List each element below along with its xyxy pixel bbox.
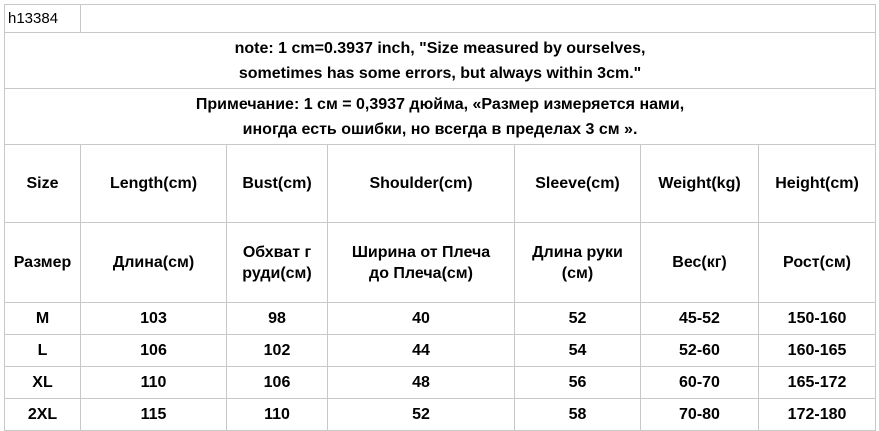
measurement-cell: 115: [81, 399, 227, 431]
header-en-cell: Shoulder(cm): [328, 145, 515, 223]
product-code-row: [5, 5, 876, 33]
measurement-cell: 102: [227, 335, 328, 367]
header-ru-cell: [641, 223, 759, 303]
note-en-cell: [5, 33, 876, 89]
measurement-cell: 56: [515, 367, 641, 399]
size-label-cell: 2XL: [5, 399, 81, 431]
header-ru-cell: [81, 223, 227, 303]
note-en-row: [5, 33, 876, 89]
note-ru-row: [5, 89, 876, 145]
header-ru-line: Обхват г: [242, 243, 312, 261]
header-ru-cell: [227, 223, 328, 303]
header-en-cell: Size: [5, 145, 81, 223]
measurement-cell: 52: [515, 303, 641, 335]
measurement-cell: 40: [328, 303, 515, 335]
measurement-cell: 52-60: [641, 335, 759, 367]
header-en-row: [5, 145, 876, 223]
header-en-cell: Length(cm): [81, 145, 227, 223]
size-row: [5, 367, 876, 399]
size-label-cell: XL: [5, 367, 81, 399]
header-en-cell: Height(cm): [759, 145, 876, 223]
measurement-cell: 150-160: [759, 303, 876, 335]
note-ru-line: иногда есть ошибки, но всегда в пределах 3 см ».: [242, 120, 638, 138]
empty-cell: [81, 5, 876, 33]
measurement-cell: 160-165: [759, 335, 876, 367]
header-en-cell: Weight(kg): [641, 145, 759, 223]
measurement-cell: 45-52: [641, 303, 759, 335]
size-row: [5, 399, 876, 431]
measurement-cell: 110: [81, 367, 227, 399]
measurement-cell: 106: [81, 335, 227, 367]
header-ru-line: руди(см): [242, 264, 312, 282]
header-ru-line: Длина руки: [532, 243, 623, 261]
size-row: [5, 335, 876, 367]
measurement-cell: 110: [227, 399, 328, 431]
measurement-cell: 60-70: [641, 367, 759, 399]
product-code-cell: h13384: [5, 5, 81, 33]
note-en-line: note: 1 cm=0.3937 inch, "Size measured by ourselves,: [234, 39, 646, 57]
header-ru-line: Вес(кг): [672, 254, 727, 271]
measurement-cell: 70-80: [641, 399, 759, 431]
size-label-cell: M: [5, 303, 81, 335]
note-ru-cell: [5, 89, 876, 145]
note-en-line: sometimes has some errors, but always within 3cm.": [238, 64, 642, 82]
header-ru-line: Рост(см): [783, 254, 852, 271]
measurement-cell: 172-180: [759, 399, 876, 431]
measurement-cell: 52: [328, 399, 515, 431]
measurement-cell: 48: [328, 367, 515, 399]
header-ru-row: [5, 223, 876, 303]
measurement-cell: 106: [227, 367, 328, 399]
header-en-cell: Bust(cm): [227, 145, 328, 223]
measurement-cell: 54: [515, 335, 641, 367]
measurement-cell: 165-172: [759, 367, 876, 399]
measurement-cell: 58: [515, 399, 641, 431]
measurement-cell: 103: [81, 303, 227, 335]
size-chart-sheet: [4, 4, 875, 427]
header-ru-line: Размер: [13, 254, 72, 271]
size-chart-table: [4, 4, 876, 431]
header-ru-cell: [515, 223, 641, 303]
header-ru-cell: [759, 223, 876, 303]
header-ru-cell: [5, 223, 81, 303]
note-ru-line: Примечание: 1 см = 0,3937 дюйма, «Размер измеряется нами,: [195, 95, 685, 113]
size-label-cell: L: [5, 335, 81, 367]
measurement-cell: 98: [227, 303, 328, 335]
header-ru-cell: [328, 223, 515, 303]
measurement-cell: 44: [328, 335, 515, 367]
size-row: [5, 303, 876, 335]
header-en-cell: Sleeve(cm): [515, 145, 641, 223]
header-ru-line: Ширина от Плеча: [351, 243, 491, 261]
header-ru-line: до Плеча(см): [369, 264, 473, 282]
size-rows: [5, 303, 876, 431]
header-ru-line: Длина(см): [112, 254, 195, 271]
header-ru-line: (см): [561, 264, 594, 282]
